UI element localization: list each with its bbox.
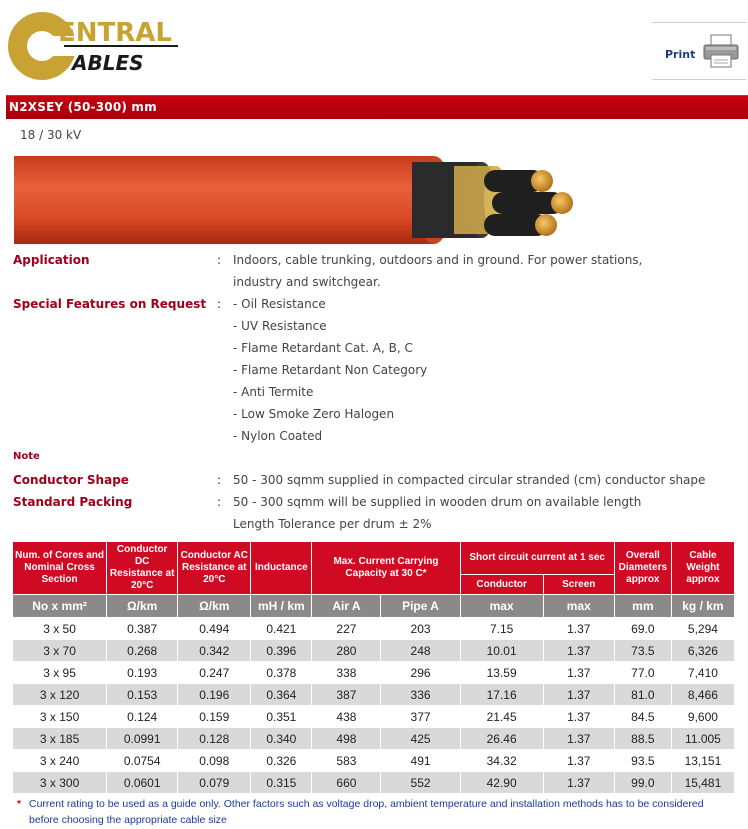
- spec-value-line: 50 - 300 sqmm will be supplied in wooden drum on available length: [233, 495, 642, 509]
- unit-cell: No x mm²: [13, 595, 106, 617]
- unit-cell: max: [461, 595, 543, 617]
- spec-label-conductor-shape: Conductor Shape: [13, 473, 129, 487]
- table-cell: 0.342: [178, 640, 250, 661]
- header-dc-resistance: Conductor DC Resistance at 20°C: [107, 542, 177, 594]
- table-cell: 336: [381, 684, 459, 705]
- table-cell: 0.378: [251, 662, 311, 683]
- table-row: [13, 750, 734, 771]
- table-cell: 1.37: [544, 618, 614, 639]
- table-cell: 0.351: [251, 706, 311, 727]
- footnote-asterisk: *: [17, 798, 22, 810]
- table-cell: 5,294: [672, 618, 734, 639]
- table-row: [13, 772, 734, 793]
- table-cell: 0.193: [107, 662, 177, 683]
- unit-cell: Air A: [312, 595, 380, 617]
- table-cell: 280: [312, 640, 380, 661]
- table-cell: 338: [312, 662, 380, 683]
- feature-item: - Oil Resistance: [233, 297, 326, 311]
- spec-label-special-features: Special Features on Request: [13, 297, 207, 311]
- cable-size-cell: 3 x 70: [13, 640, 106, 661]
- spec-colon: :: [217, 495, 222, 509]
- svg-text:ENTRAL: ENTRAL: [58, 18, 172, 48]
- spec-colon: :: [217, 473, 222, 487]
- footnote-text: Current rating to be used as a guide only. Other factors such as voltage drop, ambient temperature and installation methods has to be considered before choosing the appropriate cable size: [29, 798, 704, 826]
- cable-size-cell: 3 x 185: [13, 728, 106, 749]
- header-max-current: Max. Current Carrying Capacity at 30 C*: [312, 542, 459, 594]
- table-cell: 1.37: [544, 728, 614, 749]
- table-cell: 0.315: [251, 772, 311, 793]
- table-cell: 0.387: [107, 618, 177, 639]
- table-cell: 0.326: [251, 750, 311, 771]
- table-cell: 1.37: [544, 706, 614, 727]
- spec-value-line: industry and switchgear.: [233, 275, 381, 289]
- table-cell: 34.32: [461, 750, 543, 771]
- page-header: [0, 0, 748, 95]
- table-cell: 69.0: [615, 618, 671, 639]
- table-cell: 583: [312, 750, 380, 771]
- table-row: [13, 618, 734, 639]
- table-cell: 0.421: [251, 618, 311, 639]
- table-cell: 387: [312, 684, 380, 705]
- table-cell: 0.494: [178, 618, 250, 639]
- table-cell: 73.5: [615, 640, 671, 661]
- feature-item: - Flame Retardant Non Category: [233, 363, 428, 377]
- table-cell: 0.396: [251, 640, 311, 661]
- table-cell: 7.15: [461, 618, 543, 639]
- table-row: [13, 706, 734, 727]
- svg-text:ABLES: ABLES: [72, 51, 144, 75]
- print-link[interactable]: Print: [665, 48, 696, 61]
- cable-size-cell: 3 x 300: [13, 772, 106, 793]
- table-cell: 498: [312, 728, 380, 749]
- table-row: [13, 728, 734, 749]
- header-ac-resistance: Conductor AC Resistance at 20°C: [178, 542, 250, 594]
- table-cell: 13,151: [672, 750, 734, 771]
- table-cell: 21.45: [461, 706, 543, 727]
- spec-label-application: Application: [13, 253, 90, 267]
- table-row: [13, 662, 734, 683]
- cable-size-cell: 3 x 150: [13, 706, 106, 727]
- unit-cell: Pipe A: [381, 595, 459, 617]
- unit-cell: max: [544, 595, 614, 617]
- note-label: Note: [13, 451, 40, 462]
- table-cell: 0.128: [178, 728, 250, 749]
- table-cell: 1.37: [544, 772, 614, 793]
- table-cell: 0.0754: [107, 750, 177, 771]
- spec-label-standard-packing: Standard Packing: [13, 495, 133, 509]
- table-cell: 1.37: [544, 684, 614, 705]
- header-short-screen: Screen: [544, 575, 614, 594]
- table-cell: 296: [381, 662, 459, 683]
- spec-value-line: Length Tolerance per drum ± 2%: [233, 517, 432, 531]
- table-cell: 77.0: [615, 662, 671, 683]
- table-cell: 17.16: [461, 684, 543, 705]
- table-cell: 0.124: [107, 706, 177, 727]
- central-cables-logo[interactable]: [6, 10, 186, 82]
- table-cell: 0.0991: [107, 728, 177, 749]
- table-cell: 227: [312, 618, 380, 639]
- table-cell: 99.0: [615, 772, 671, 793]
- table-cell: 1.37: [544, 640, 614, 661]
- table-cell: 8,466: [672, 684, 734, 705]
- table-row: [13, 640, 734, 661]
- header-weight: Cable Weight approx: [672, 542, 734, 594]
- table-cell: 7,410: [672, 662, 734, 683]
- feature-item: - Low Smoke Zero Halogen: [233, 407, 395, 421]
- feature-item: - UV Resistance: [233, 319, 327, 333]
- product-title: N2XSEY (50-300) mm: [9, 100, 157, 114]
- table-cell: 0.340: [251, 728, 311, 749]
- spec-colon: :: [217, 253, 222, 267]
- unit-cell: kg / km: [672, 595, 734, 617]
- table-cell: 491: [381, 750, 459, 771]
- cable-size-cell: 3 x 50: [13, 618, 106, 639]
- table-cell: 15,481: [672, 772, 734, 793]
- table-cell: 0.268: [107, 640, 177, 661]
- header-cores: Num. of Cores and Nominal Cross Section: [13, 542, 106, 594]
- table-cell: 660: [312, 772, 380, 793]
- unit-cell: mm: [615, 595, 671, 617]
- table-cell: 0.364: [251, 684, 311, 705]
- spec-value-line: Indoors, cable trunking, outdoors and in ground. For power stations,: [233, 253, 643, 267]
- units-row: [13, 595, 734, 617]
- voltage-rating: 18 / 30 kV: [20, 128, 82, 142]
- table-cell: 88.5: [615, 728, 671, 749]
- table-cell: 0.153: [107, 684, 177, 705]
- table-cell: 1.37: [544, 662, 614, 683]
- unit-cell: Ω/km: [178, 595, 250, 617]
- table-cell: 0.098: [178, 750, 250, 771]
- table-body: [13, 618, 734, 793]
- header-diameter: Overall Diameters approx: [615, 542, 671, 594]
- table-cell: 377: [381, 706, 459, 727]
- table-cell: 425: [381, 728, 459, 749]
- feature-item: - Anti Termite: [233, 385, 314, 399]
- table-cell: 81.0: [615, 684, 671, 705]
- table-cell: 0.247: [178, 662, 250, 683]
- table-cell: 26.46: [461, 728, 543, 749]
- table-cell: 203: [381, 618, 459, 639]
- table-row: [13, 684, 734, 705]
- table-cell: 10.01: [461, 640, 543, 661]
- table-cell: 0.079: [178, 772, 250, 793]
- spec-colon: :: [217, 297, 222, 311]
- table-cell: 0.196: [178, 684, 250, 705]
- table-cell: 552: [381, 772, 459, 793]
- header-short-conductor: Conductor: [461, 575, 543, 594]
- table-cell: 248: [381, 640, 459, 661]
- feature-item: - Flame Retardant Cat. A, B, C: [233, 341, 413, 355]
- cable-size-cell: 3 x 120: [13, 684, 106, 705]
- table-cell: 6,326: [672, 640, 734, 661]
- table-cell: 0.0601: [107, 772, 177, 793]
- table-cell: 93.5: [615, 750, 671, 771]
- specifications-table: [12, 541, 735, 794]
- table-cell: 84.5: [615, 706, 671, 727]
- table-cell: 11.005: [672, 728, 734, 749]
- unit-cell: Ω/km: [107, 595, 177, 617]
- cable-size-cell: 3 x 95: [13, 662, 106, 683]
- cable-image: [14, 152, 584, 248]
- table-cell: 1.37: [544, 750, 614, 771]
- printer-icon[interactable]: [702, 33, 740, 69]
- spec-value-line: 50 - 300 sqmm supplied in compacted circular stranded (cm) conductor shape: [233, 473, 706, 487]
- product-title-bar: [6, 95, 748, 119]
- table-cell: 42.90: [461, 772, 543, 793]
- table-cell: 438: [312, 706, 380, 727]
- feature-item: - Nylon Coated: [233, 429, 323, 443]
- table-cell: 9,600: [672, 706, 734, 727]
- table-cell: 13.59: [461, 662, 543, 683]
- table-cell: 0.159: [178, 706, 250, 727]
- header-short-circuit: Short circuit current at 1 sec: [461, 542, 614, 574]
- header-inductance: Inductance: [251, 542, 311, 594]
- cable-size-cell: 3 x 240: [13, 750, 106, 771]
- unit-cell: mH / km: [251, 595, 311, 617]
- print-control[interactable]: [652, 22, 746, 80]
